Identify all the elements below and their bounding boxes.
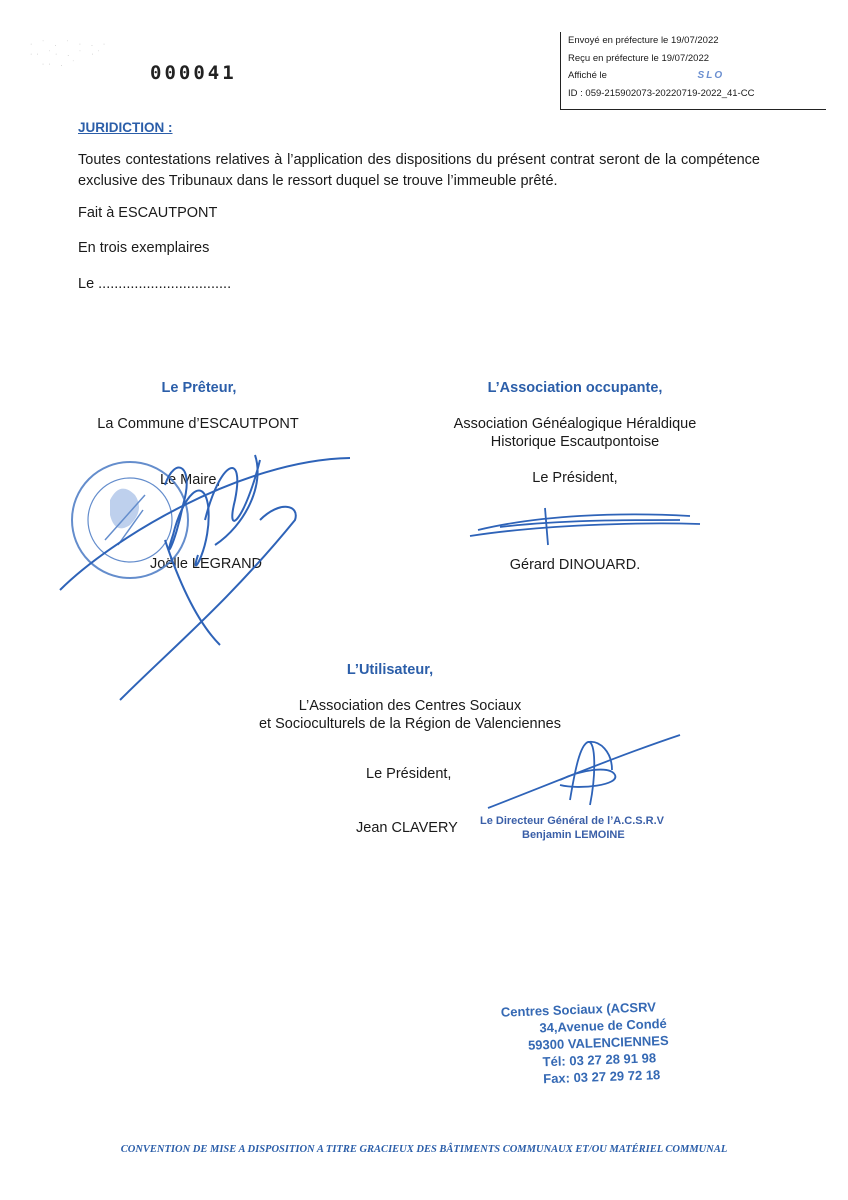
date-line: Le ................................. [78, 276, 232, 292]
acsrv-line1: Centres Sociaux (ACSRV [500, 999, 657, 1020]
stamp-sent: Envoyé en préfecture le 19/07/2022 [568, 35, 719, 46]
user-heading: L’Utilisateur, [346, 662, 434, 678]
acsrv-line5: Fax: 03 27 29 72 18 [542, 1067, 661, 1087]
user-entity-line1: L’Association des Centres Sociaux [298, 698, 522, 714]
slo-logo: SLO [697, 70, 725, 81]
lender-heading: Le Prêteur, [161, 380, 237, 396]
place-line: Fait à ESCAUTPONT [78, 205, 218, 221]
occupant-name: Gérard DINOUARD. [509, 557, 641, 573]
footer-title: CONVENTION DE MISE A DISPOSITION A TITRE GRACIEUX DES BÂTIMENTS COMMUNAUX ET/OU MATÉRIEL COMMUNAL [120, 1144, 728, 1155]
occupant-entity-line2: Historique Escautpontoise [490, 434, 660, 450]
occupant-signature [470, 508, 700, 545]
occupant-entity-line1: Association Généalogique Héraldique [453, 416, 697, 432]
scan-marks: · ˙ . ˙ · . · ·· ˙· . ˙ ·˙ ·· . ˙ [30, 41, 110, 68]
user-role: Le Président, [366, 766, 452, 782]
occupant-role: Le Président, [532, 470, 618, 486]
director-name: Benjamin LEMOINE [522, 829, 625, 841]
director-title: Le Directeur Général de l’A.C.S.R.V [480, 815, 665, 827]
lender-entity: La Commune d’ESCAUTPONT [97, 416, 299, 432]
document-number: 000041 [150, 62, 237, 84]
acsrv-line3: 59300 VALENCIENNES [527, 1032, 669, 1053]
stamp-posted: Affiché le SLO [568, 70, 725, 81]
jurisdiction-title: JURIDICTION : [78, 120, 173, 135]
copies-line: En trois exemplaires [78, 240, 210, 256]
user-signature [488, 735, 680, 808]
lender-name: Joëlle LEGRAND [150, 556, 263, 572]
stamp-id: ID : 059-215902073-20220719-2022_41-CC [568, 87, 755, 99]
occupant-heading: L’Association occupante, [487, 380, 663, 396]
mayor-signature [60, 455, 350, 700]
acsrv-line4: Tél: 03 27 28 91 98 [542, 1050, 657, 1070]
jurisdiction-text: Toutes contestations relatives à l’application des dispositions du présent contrat seront de la compétence exclusive des Tribunaux dans le ressort duquel se trouve l’immeuble prêté. [78, 152, 760, 189]
stamp-received: Reçu en préfecture le 19/07/2022 [568, 52, 710, 64]
user-name: Jean CLAVERY [356, 820, 458, 836]
lender-role: Le Maire, [160, 472, 221, 488]
user-entity-line2: et Socioculturels de la Région de Valenciennes [258, 716, 561, 732]
acsrv-line2: 34,Avenue de Condé [539, 1015, 668, 1036]
mairie-seal [72, 462, 188, 578]
